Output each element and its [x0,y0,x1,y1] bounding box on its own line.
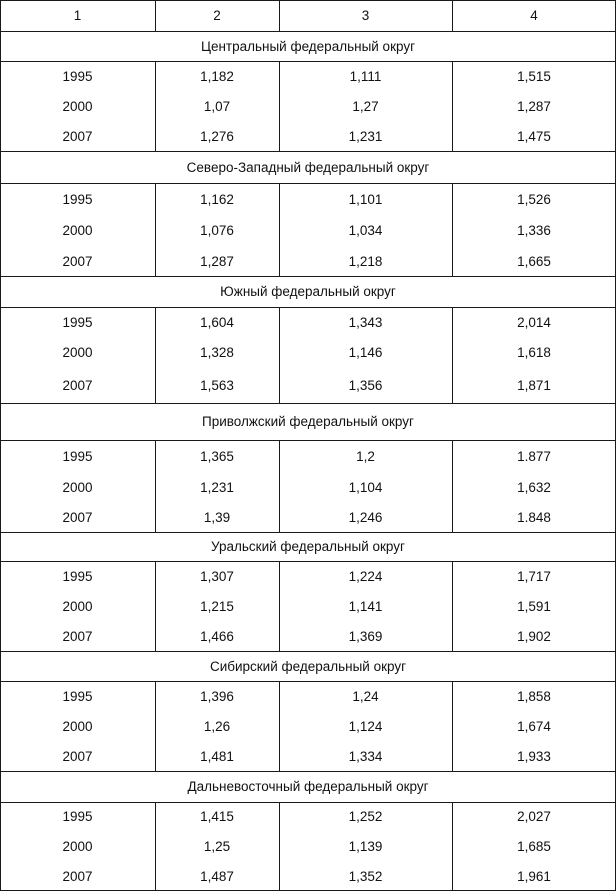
value-cell-col3: 1,334 [348,748,383,764]
year-cell: 1995 [62,809,93,824]
year-cell: 2007 [62,748,93,764]
header-cell-col1: 1 [73,8,82,23]
section-divider [0,651,616,652]
column-divider [279,802,280,891]
value-cell-col2: 1,415 [200,809,234,824]
column-divider [155,183,156,276]
section-title-row [0,151,616,183]
section-title: Приволжский федеральный округ [202,414,414,429]
table-border-top [0,0,616,1]
column-divider [452,0,453,31]
value-cell-col4: 1,685 [517,838,551,854]
value-cell-col4: 2,014 [517,314,551,330]
section-title-row [0,532,616,561]
year-cell: 2000 [62,838,93,854]
column-divider [155,307,156,403]
value-cell-col2: 1,487 [200,868,234,884]
column-divider [279,0,280,31]
section-divider [0,151,616,152]
value-cell-col2: 1,182 [200,68,234,84]
year-cell: 2000 [62,479,93,495]
table-row [0,621,616,651]
year-cell: 2000 [62,598,93,614]
section-title: Сибирский федеральный округ [209,658,407,674]
value-cell-col4: 1,336 [517,223,551,238]
year-cell: 1995 [62,448,93,464]
table-row [0,246,616,276]
table-row [0,337,616,368]
year-cell: 2007 [62,128,93,144]
table-border-left [0,0,1,891]
value-cell-col4: 1,632 [517,479,551,495]
year-cell: 2007 [62,253,93,269]
table-row [0,561,616,591]
value-cell-col3: 1,231 [348,128,383,144]
value-cell-col2: 1,287 [200,253,234,269]
value-cell-col3: 1,124 [348,718,383,734]
value-cell-col2: 1,076 [200,223,234,238]
value-cell-col4: 1,961 [517,868,551,884]
column-divider [155,0,156,31]
section-title: Уральский федеральный округ [211,539,405,554]
value-cell-col2: 1,396 [200,688,234,704]
year-cell: 2000 [62,223,93,238]
value-cell-col2: 1,39 [203,509,231,525]
value-cell-col3: 1,369 [348,628,383,644]
year-cell: 2007 [62,509,93,525]
column-divider [155,802,156,891]
column-divider [155,440,156,532]
column-divider [279,561,280,651]
value-cell-col4: 1,717 [517,568,551,584]
value-cell-col4: 1,871 [517,378,551,393]
year-cell: 2000 [62,718,93,734]
value-cell-col3: 1,343 [348,314,383,330]
table-row [0,591,616,621]
section-title: Северо-Западный федеральный округ [186,159,430,175]
table-row [0,440,616,472]
table-row [0,121,616,151]
table-row [0,802,616,831]
column-divider [452,681,453,771]
section-title: Южный федеральный округ [220,284,396,299]
section-divider [0,771,616,772]
value-cell-col4: 1,591 [517,598,551,614]
table-row [0,307,616,337]
year-cell: 1995 [62,568,93,584]
header-row [0,0,616,31]
value-cell-col3: 1,034 [348,223,383,238]
value-cell-col4: 1,902 [517,628,551,644]
year-cell: 2007 [62,378,93,393]
section-title-row [0,276,616,307]
year-cell: 2000 [62,345,93,360]
header-cell-col4: 4 [530,8,538,23]
value-cell-col3: 1,141 [348,598,383,614]
table-row [0,502,616,532]
section-title-row [0,403,616,440]
table-row [0,711,616,741]
header-cell-col3: 3 [361,8,370,23]
value-cell-col4: 1,618 [517,345,551,360]
table-row [0,61,616,91]
value-cell-col2: 1,365 [200,448,234,464]
value-cell-col2: 1,563 [200,378,234,393]
value-cell-col4: 1,515 [517,68,551,84]
section-title: Центральный федеральный округ [200,38,416,54]
table-row [0,368,616,403]
value-cell-col2: 1,307 [200,568,234,584]
section-title-row [0,651,616,681]
value-cell-col3: 1,139 [348,838,383,854]
value-cell-col3: 1,146 [348,345,383,360]
column-divider [155,561,156,651]
column-divider [279,440,280,532]
value-cell-col3: 1,111 [349,68,382,84]
column-divider [452,802,453,891]
value-cell-col3: 1,104 [348,479,383,495]
value-cell-col4: 1,287 [517,98,551,114]
value-cell-col3: 1,27 [352,98,379,114]
value-cell-col2: 1,26 [203,718,231,734]
value-cell-col2: 1,604 [200,314,234,330]
section-divider [0,561,616,562]
section-divider [0,183,616,184]
table-row [0,861,616,891]
value-cell-col3: 1,356 [348,378,383,393]
header-cell-col2: 2 [213,8,221,23]
value-cell-col4: 1.848 [517,509,551,525]
value-cell-col2: 1,328 [200,345,234,360]
value-cell-col2: 1,215 [200,598,234,614]
section-divider [0,802,616,803]
column-divider [155,61,156,151]
value-cell-col3: 1,252 [348,809,383,824]
value-cell-col3: 1,218 [348,253,383,269]
column-divider [279,183,280,276]
column-divider [452,440,453,532]
year-cell: 1995 [62,314,93,330]
value-cell-col4: 1,526 [517,191,551,207]
year-cell: 1995 [62,688,93,704]
column-divider [279,61,280,151]
value-cell-col2: 1,276 [200,128,234,144]
table-row [0,741,616,771]
column-divider [452,561,453,651]
section-divider [0,403,616,404]
column-divider [452,307,453,403]
table-row [0,681,616,711]
section-title: Дальневосточный федеральный округ [187,779,429,794]
year-cell: 1995 [62,68,93,84]
column-divider [155,681,156,771]
table-row [0,91,616,121]
section-divider [0,61,616,62]
section-divider [0,276,616,277]
year-cell: 2000 [62,98,93,114]
column-divider [452,61,453,151]
value-cell-col3: 1,246 [348,509,383,525]
value-cell-col2: 1,162 [200,191,234,207]
value-cell-col3: 1,101 [348,191,383,207]
table-row [0,183,616,215]
value-cell-col4: 1.877 [517,448,551,464]
value-cell-col3: 1,224 [348,568,383,584]
value-cell-col4: 1,665 [517,253,551,269]
value-cell-col3: 1,2 [356,448,375,464]
table-row [0,831,616,861]
section-divider [0,681,616,682]
year-cell: 2007 [62,628,93,644]
header-divider [0,31,616,32]
section-divider [0,440,616,441]
column-divider [279,307,280,403]
value-cell-col4: 1,475 [517,128,551,144]
value-cell-col3: 1,24 [352,688,379,704]
value-cell-col3: 1,352 [348,868,383,884]
section-title-row [0,31,616,61]
value-cell-col4: 1,933 [517,748,551,764]
section-divider [0,532,616,533]
year-cell: 2007 [62,868,93,884]
value-cell-col2: 1,25 [203,838,231,854]
value-cell-col2: 1,231 [200,479,234,495]
value-cell-col4: 2,027 [517,809,551,824]
value-cell-col2: 1,07 [203,98,231,114]
value-cell-col4: 1,674 [517,718,551,734]
table-row [0,472,616,502]
section-divider [0,307,616,308]
value-cell-col4: 1,858 [517,688,551,704]
value-cell-col2: 1,466 [200,628,234,644]
section-title-row [0,771,616,802]
column-divider [452,183,453,276]
year-cell: 1995 [62,191,93,207]
value-cell-col2: 1,481 [200,748,234,764]
column-divider [279,681,280,771]
table-row [0,215,616,246]
